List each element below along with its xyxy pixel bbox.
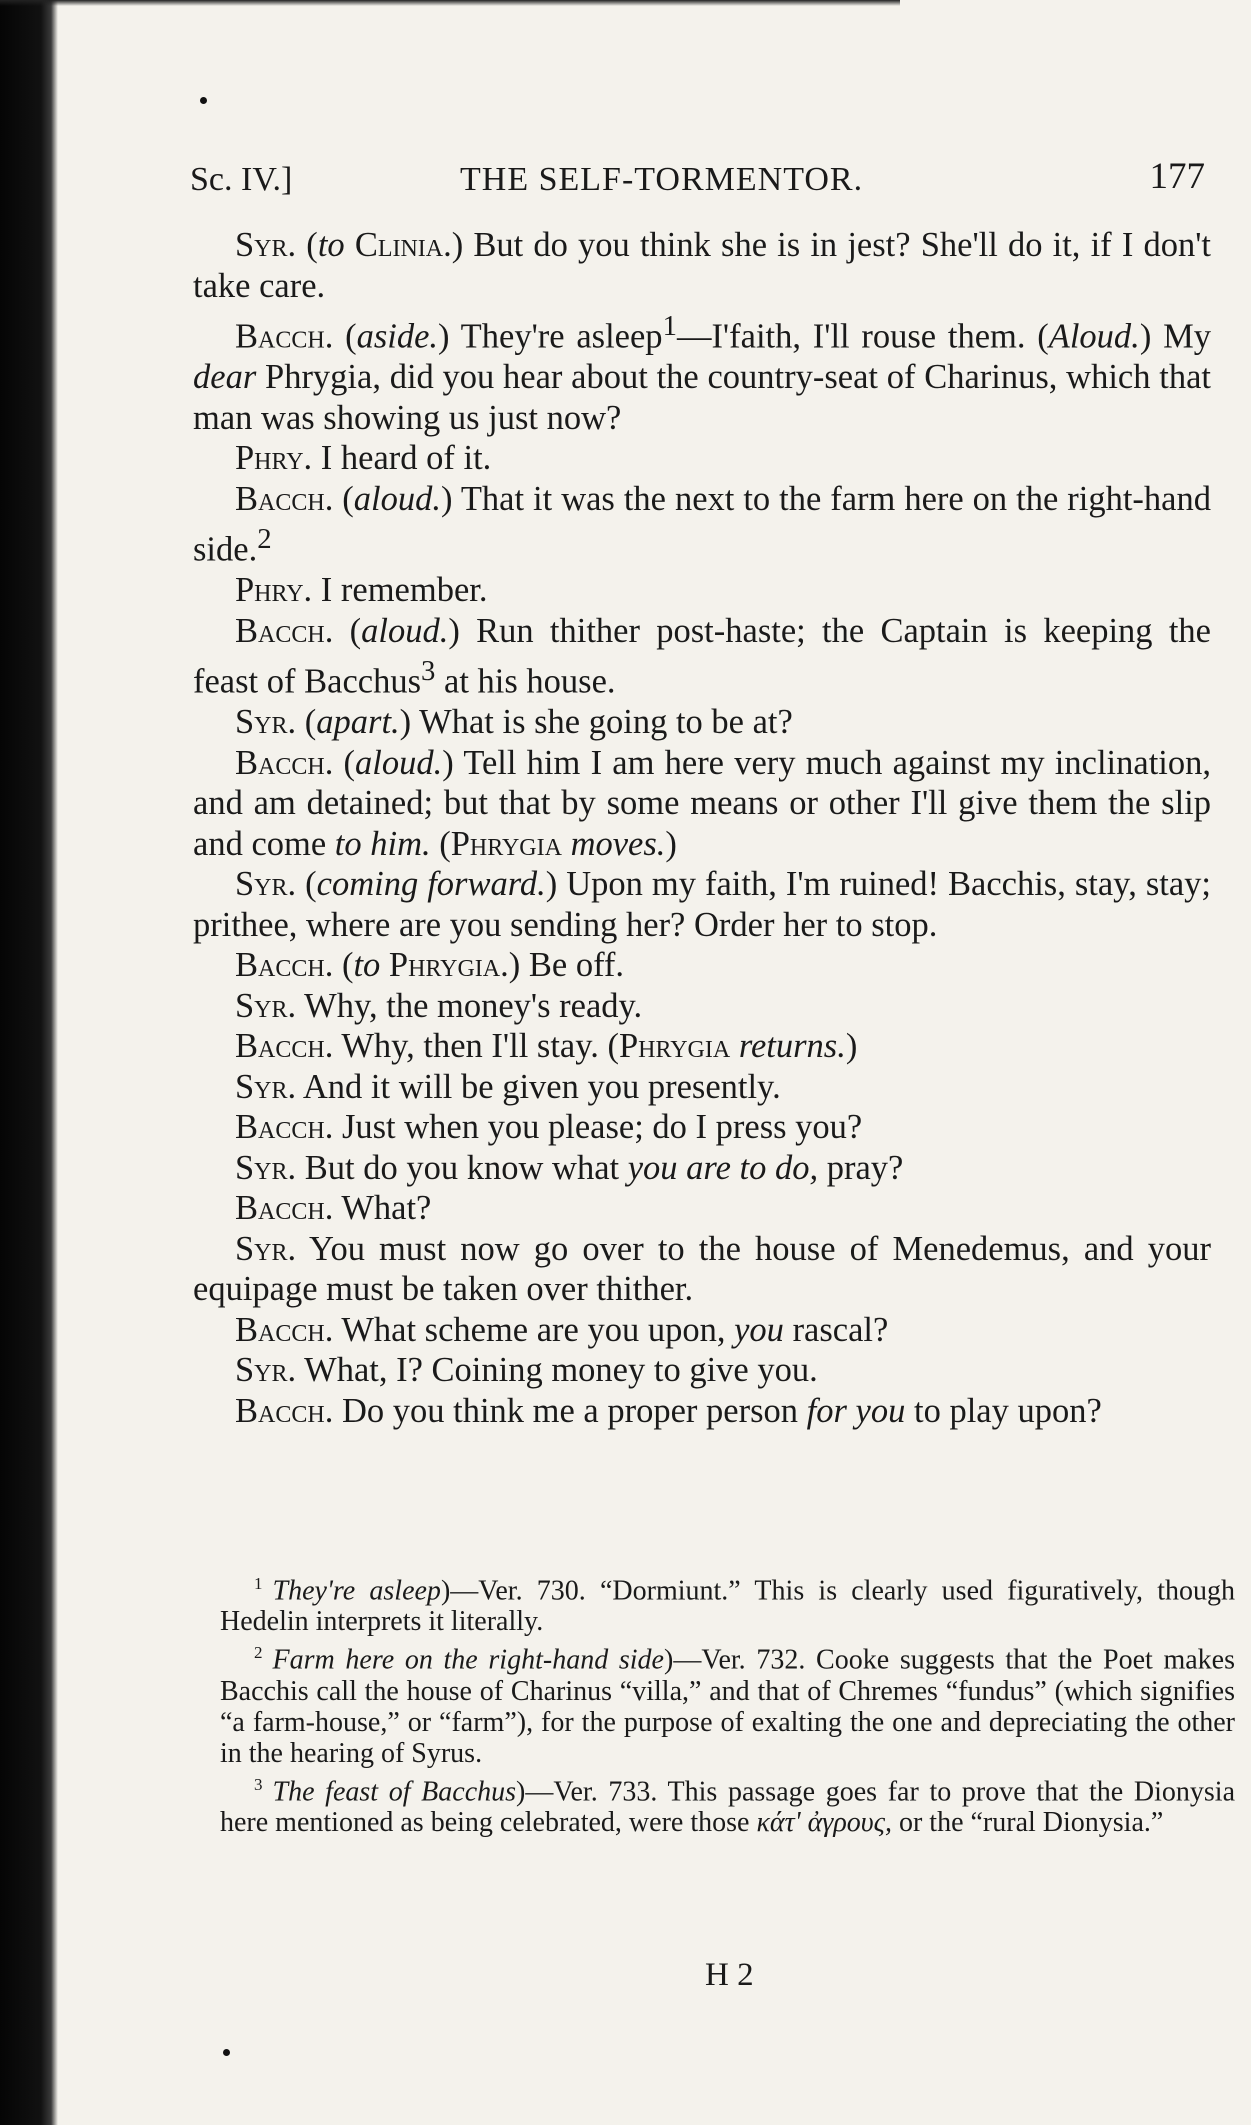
text-run	[730, 1027, 739, 1065]
text-run: (	[430, 824, 451, 863]
text-run: (	[333, 611, 362, 650]
text-run: pray?	[818, 1148, 904, 1187]
speaker-name: Bacch.	[235, 611, 334, 650]
footnote-ref: 3	[421, 655, 436, 687]
text-run: for you	[806, 1391, 906, 1430]
text-run: They're asleep	[272, 1575, 441, 1607]
speaker-name: Syr.	[235, 1148, 297, 1187]
text-run: )	[845, 1027, 858, 1065]
running-title: THE SELF-TORMENTOR.	[460, 161, 864, 198]
text-run: coming forward.	[316, 865, 546, 903]
footnote-ref: 1	[662, 310, 677, 342]
footnote	[220, 1769, 1235, 1838]
text-run: (	[296, 703, 317, 741]
text-run: Why, the money's ready.	[296, 986, 643, 1025]
ink-speck	[200, 97, 207, 104]
text-run: aloud.	[353, 479, 442, 518]
text-run: to	[353, 946, 381, 984]
text-run: .) But do you think she is in jest? She'll do it, if I don't take care.	[193, 226, 1212, 305]
speaker-name: Bacch.	[235, 1310, 334, 1349]
text-run: aloud.	[355, 743, 443, 782]
text-run: (	[333, 479, 354, 518]
dialogue-paragraph	[193, 702, 1211, 743]
text-run: or the “rural Dionysia.”	[891, 1806, 1164, 1838]
dialogue-paragraph	[193, 438, 1211, 479]
text-run: apart.	[316, 703, 400, 741]
text-run: What scheme are you upon,	[333, 1310, 735, 1349]
dialogue-paragraph	[193, 1350, 1211, 1391]
text-run: (	[333, 743, 356, 782]
dialogue-paragraph	[193, 986, 1211, 1027]
text-run: )—Ver. 732. Cooke suggests that the Poet makes Bacchis call the house of Charinus “villa,” and that of Chremes “fundus” (which signifies “a farm-house,” or “farm”), for the purpose of exalting the one and depreciating the other in the hearing of Syrus.	[220, 1644, 1236, 1769]
dialogue-paragraph	[193, 1229, 1211, 1310]
speaker-name: Bacch.	[235, 1189, 334, 1227]
dialogue-paragraph	[193, 611, 1211, 703]
text-run: The feast of Bacchus	[272, 1775, 517, 1807]
text-run: you	[734, 1310, 784, 1349]
text-run: ) Run thither post-haste; the Captain is keeping the feast of Bacchus	[193, 611, 1211, 701]
text-run: ) Upon my faith, I'm ruined! Bacchis, stay, stay; prithee, where are you sending her? Order her to stop.	[193, 865, 1211, 944]
text-run: aloud.	[361, 611, 449, 650]
text-run: What?	[333, 1189, 432, 1227]
text-run	[562, 825, 571, 863]
speaker-name: Syr.	[235, 1351, 297, 1389]
text-run: Just when you please; do I press you?	[333, 1108, 863, 1146]
scene-label: Sc. IV.]	[190, 161, 293, 198]
text-run: )—Ver. 730. “Dormiunt.” This is clearly used figuratively, though Hedelin interprets it literally.	[220, 1575, 1235, 1638]
speaker-name: Bacch.	[235, 479, 334, 518]
speaker-name: Syr.	[235, 986, 297, 1025]
text-run: ) My	[1139, 317, 1211, 356]
text-run: at his house.	[435, 662, 616, 701]
text-run: ) They're asleep	[438, 317, 663, 356]
text-run: rascal?	[783, 1310, 889, 1349]
speaker-name: Syr.	[235, 865, 297, 903]
dialogue-paragraph	[193, 1310, 1211, 1351]
speaker-name: Syr.	[235, 1067, 297, 1106]
text-run: to play upon?	[905, 1391, 1102, 1430]
text-run: ) What is she going to be at?	[399, 703, 793, 741]
dialogue-paragraph	[193, 1107, 1211, 1148]
signature-mark: H 2	[705, 1957, 754, 1993]
text-run: to	[317, 226, 345, 264]
speaker-name: Bacch.	[235, 317, 334, 356]
footnote-number: 3	[254, 1774, 263, 1794]
speaker-name: Phrygia	[450, 824, 562, 863]
footnote-ref: 2	[257, 523, 272, 555]
footnote	[220, 1637, 1235, 1768]
dialogue-paragraph	[193, 1188, 1211, 1229]
dialogue-paragraph	[193, 1026, 1211, 1067]
speaker-name: Bacch.	[235, 1027, 334, 1065]
running-header	[190, 155, 1205, 205]
text-run: What, I? Coining money to give you.	[296, 1351, 818, 1389]
footnote-number: 1	[254, 1574, 263, 1593]
text-run: (	[333, 946, 354, 984]
text-run: you are to do,	[627, 1148, 819, 1187]
dialogue-paragraph	[193, 479, 1211, 571]
text-run: moves.	[570, 824, 666, 863]
speaker-name: Syr.	[235, 226, 297, 264]
text-run: Aloud.	[1048, 317, 1140, 356]
text-run: I heard of it.	[312, 439, 492, 477]
page-number: 177	[1149, 156, 1205, 197]
dialogue-paragraph	[193, 1391, 1211, 1432]
text-run: ) Tell him I am here very much against my inclination, and am detained; but that by some means or other I'll give them the slip and come	[193, 743, 1211, 863]
text-run: returns.	[738, 1027, 846, 1065]
text-run: )	[665, 824, 677, 863]
dialogue-body	[193, 225, 1211, 1431]
dialogue-paragraph	[193, 1148, 1211, 1189]
speaker-name: Phrygia	[388, 946, 501, 984]
page-top-edge	[0, 0, 900, 6]
text-run: ) That it was the next to the farm here on the right-hand side.	[193, 479, 1211, 569]
speaker-name: Bacch.	[235, 1108, 334, 1146]
text-run: dear	[193, 358, 257, 396]
dialogue-paragraph	[193, 945, 1211, 986]
speaker-name: Clinia	[354, 226, 444, 264]
text-run: (	[296, 226, 318, 264]
text-run: You must now go over to the house of Menedemus, and your equipage must be taken over thither.	[193, 1229, 1211, 1308]
speaker-name: Bacch.	[235, 946, 334, 984]
text-run	[380, 946, 389, 984]
speaker-name: Phry.	[235, 439, 313, 477]
text-run: (	[296, 865, 317, 903]
book-binding-shadow	[0, 0, 58, 2125]
ink-speck	[223, 2049, 230, 2056]
dialogue-paragraph	[193, 1067, 1211, 1108]
speaker-name: Syr.	[235, 703, 297, 741]
speaker-name: Bacch.	[235, 743, 334, 782]
text-run: —I'faith, I'll rouse them. (	[676, 317, 1049, 356]
text-run: Farm here on the right-hand side	[272, 1644, 664, 1676]
text-run: (	[333, 317, 357, 356]
speaker-name: Phrygia	[619, 1027, 731, 1065]
text-run: Why, then I'll stay. (	[333, 1027, 619, 1065]
speaker-name: Syr.	[235, 1229, 297, 1268]
text-run: to him.	[334, 824, 431, 863]
text-run: .) Be off.	[500, 946, 625, 984]
dialogue-paragraph	[193, 225, 1211, 306]
dialogue-paragraph	[193, 570, 1211, 611]
dialogue-paragraph	[193, 743, 1211, 865]
speaker-name: Bacch.	[235, 1391, 334, 1430]
speaker-name: Phry.	[235, 571, 313, 609]
text-run: Do you think me a proper person	[333, 1391, 807, 1430]
footnote-number: 2	[254, 1643, 263, 1663]
text-run: Phrygia, did you hear about the country-seat of Charinus, which that man was showing us just now?	[193, 358, 1211, 437]
text-run: And it will be given you presently.	[296, 1067, 781, 1106]
footnotes	[220, 1568, 1235, 1838]
text-run: But do you know what	[296, 1148, 628, 1187]
footnote	[220, 1568, 1235, 1637]
text-run: aside.	[356, 317, 439, 356]
dialogue-paragraph	[193, 864, 1211, 945]
text-run: )—Ver. 733. This passage goes far to prove that the Dionysia here mentioned as being celebrated, were those	[220, 1775, 1235, 1838]
text-run	[345, 226, 355, 264]
dialogue-paragraph	[193, 306, 1211, 438]
text-run: I remember.	[312, 571, 488, 609]
text-run: κάτ' ἀγρους,	[756, 1806, 892, 1838]
